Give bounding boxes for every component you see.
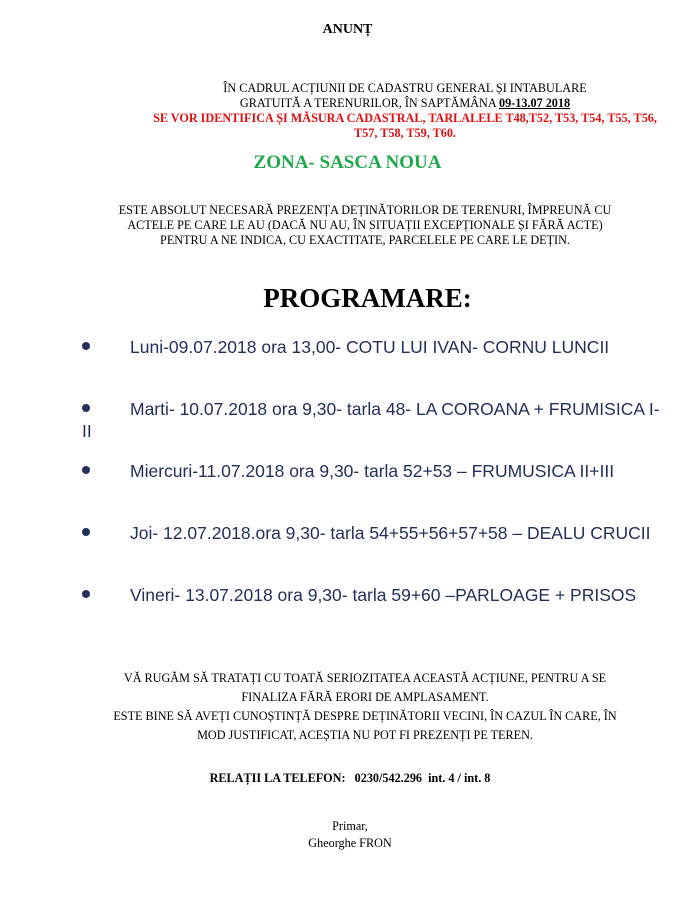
schedule-item [82, 398, 662, 460]
necesar-line-1: ESTE ABSOLUT NECESARĂ PREZENȚA DEȚINĂTORILOR DE TERENURI, ÎMPREUNĂ CU [118, 203, 612, 217]
schedule-list [82, 336, 662, 646]
closing-line-1: VĂ RUGĂM SĂ TRATAȚI CU TOATĂ SERIOZITATEA ACEASTĂ ACȚIUNE, PENTRU A SE [123, 671, 607, 685]
intro-week-date: 09-13.07 2018 [499, 96, 571, 110]
bullet-icon [82, 342, 90, 350]
schedule-item-text: Joi- 12.07.2018.ora 9,30- tarla 54+55+56+57+58 – DEALU CRUCII [130, 523, 651, 543]
bullet-icon [82, 404, 90, 412]
schedule-item-text: Marti- 10.07.2018 ora 9,30- tarla 48- LA COROANA + FRUMISICA I-II [82, 399, 660, 441]
intro-tarlale-line-2: T57, T58, T59, T60. [354, 126, 456, 140]
schedule-item-text: Vineri- 13.07.2018 ora 9,30- tarla 59+60 –PARLOAGE + PRISOS [130, 585, 637, 605]
phone-contact: RELAȚII LA TELEFON: 0230/542.296 int. 4 / int. 8 [209, 771, 491, 785]
intro-line-2 [120, 96, 690, 111]
signature-name: Gheorghe FRON [308, 836, 392, 850]
bullet-icon [82, 528, 90, 536]
signature-role: Primar, [332, 819, 368, 833]
schedule-item-text: Miercuri-11.07.2018 ora 9,30- tarla 52+53 – FRUMUSICA II+III [130, 461, 615, 481]
closing-line-2: FINALIZA FĂRĂ ERORI DE AMPLASAMENT. [241, 690, 489, 704]
intro-line-2-prefix: GRATUITĂ A TERENURILOR, ÎN SAPTĂMÂNA [239, 96, 499, 110]
programare-heading: PROGRAMARE: [263, 283, 472, 313]
closing-line-3: ESTE BINE SĂ AVEȚI CUNOȘTINȚĂ DESPRE DEȚINĂTORII VECINI, ÎN CAZUL ÎN CARE, ÎN [113, 709, 617, 723]
necesar-line-2: ACTELE PE CARE LE AU (DACĂ NU AU, ÎN SITUAȚII EXCEPȚIONALE ȘI FĂRĂ ACTE) [127, 218, 603, 232]
bullet-icon [82, 466, 90, 474]
intro-line-1: ÎN CADRUL ACȚIUNII DE CADASTRU GENERAL ȘI INTABULARE [223, 81, 587, 95]
schedule-item [82, 584, 662, 646]
bullet-icon [82, 590, 90, 598]
schedule-item [82, 522, 662, 584]
schedule-item [82, 460, 662, 522]
required-presence-paragraph [70, 203, 660, 248]
schedule-item-text: Luni-09.07.2018 ora 13,00- COTU LUI IVAN- CORNU LUNCII [130, 337, 610, 357]
necesar-line-3: PENTRU A NE INDICA, CU EXACTITATE, PARCELELE PE CARE LE DEȚIN. [160, 233, 570, 247]
intro-tarlale-line-1: SE VOR IDENTIFICA ȘI MĂSURA CADASTRAL, TARLALELE T48,T52, T53, T54, T55, T56, [153, 111, 657, 125]
zona-heading: ZONA- SASCA NOUA [253, 152, 442, 173]
document-title: ANUNȚ [322, 22, 373, 37]
signature-block [300, 818, 400, 852]
closing-paragraph [60, 669, 670, 745]
intro-paragraph [120, 81, 690, 141]
schedule-item [82, 336, 662, 398]
closing-line-4: MOD JUSTIFICAT, ACEȘTIA NU POT FI PREZENȚI PE TEREN. [197, 728, 533, 742]
